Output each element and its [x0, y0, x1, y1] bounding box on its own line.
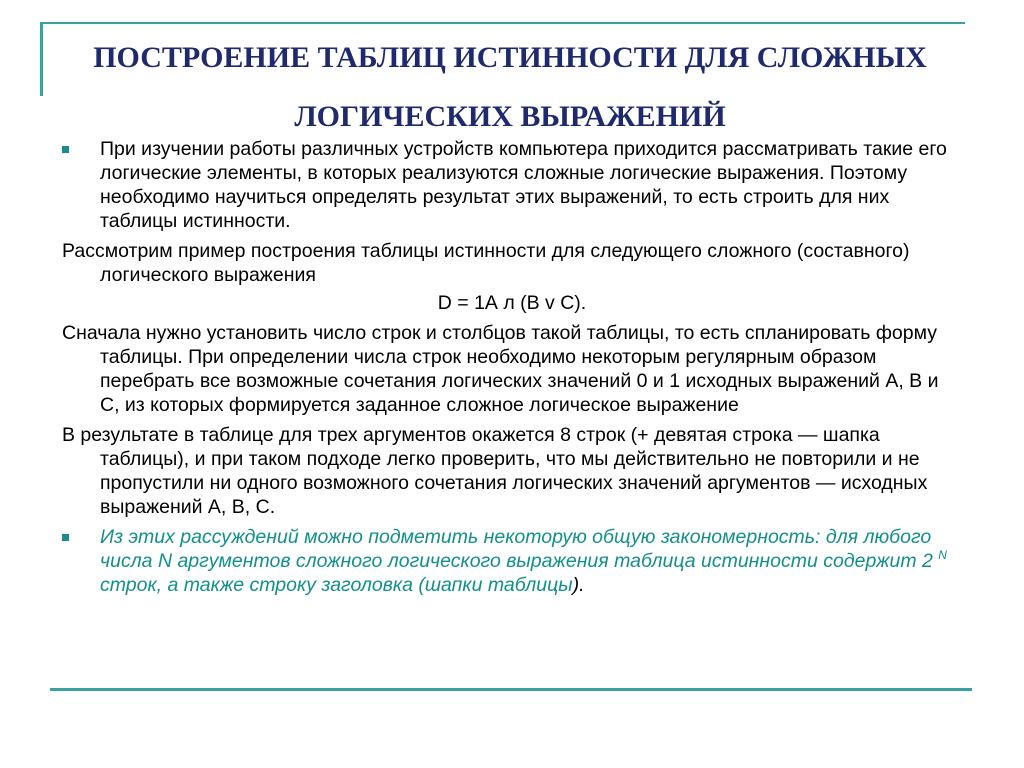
intro-bullet — [62, 137, 962, 233]
frame-top-line — [40, 22, 965, 24]
slide-content — [62, 137, 962, 603]
bullet-square-icon — [62, 534, 69, 541]
slide-title: ПОСТРОЕНИЕ ТАБЛИЦ ИСТИННОСТИ ДЛЯ СЛОЖНЫХ ЛОГИЧЕСКИХ ВЫРАЖЕНИЙ — [93, 41, 927, 133]
conclusion-text-part2: строк, а также строку заголовка (шапки таблицы — [100, 574, 573, 596]
intro-text: При изучении работы различных устройств компьютера приходится рассматривать такие его логические элементы, в которых реализуются сложные логические выражения. Поэтому необходимо научиться определять результат этих выражений, то есть строить для них таблицы истинности. — [100, 138, 947, 232]
conclusion-superscript: N — [938, 548, 947, 562]
conclusion-text-part1: Из этих рассуждений можно подметить некоторую общую закономерность: для любого числа N аргументов сложного логического выражения таблица истинности содержит 2 — [100, 526, 939, 572]
formula: D = 1А л (В v С). — [437, 292, 587, 314]
conclusion-closing: ). — [572, 574, 585, 596]
rows-columns-paragraph: Сначала нужно установить число строк и столбцов такой таблицы, то есть спланировать форму таблицы. При определении числа строк необходимо некоторым регулярным образом перебрать все возможные сочетания логических значений 0 и 1 исходных выражений А, В и С, из которых формируется заданное сложное логическое выражение — [62, 322, 939, 416]
conclusion-bullet — [62, 525, 962, 597]
frame-bottom-line — [50, 688, 972, 691]
result-paragraph: В результате в таблице для трех аргументов окажется 8 строк (+ девятая строка — шапка таблицы), и при таком подходе легко проверить, что мы действительно не повторили и не пропустили ни одного возможного сочетания логических значений аргументов — исходных выражений А, В, С. — [62, 424, 928, 518]
example-paragraph: Рассмотрим пример построения таблицы истинности для следующего сложного (составного) логического выражения — [62, 240, 910, 286]
bullet-square-icon — [62, 146, 69, 153]
frame-left-line — [40, 22, 43, 96]
